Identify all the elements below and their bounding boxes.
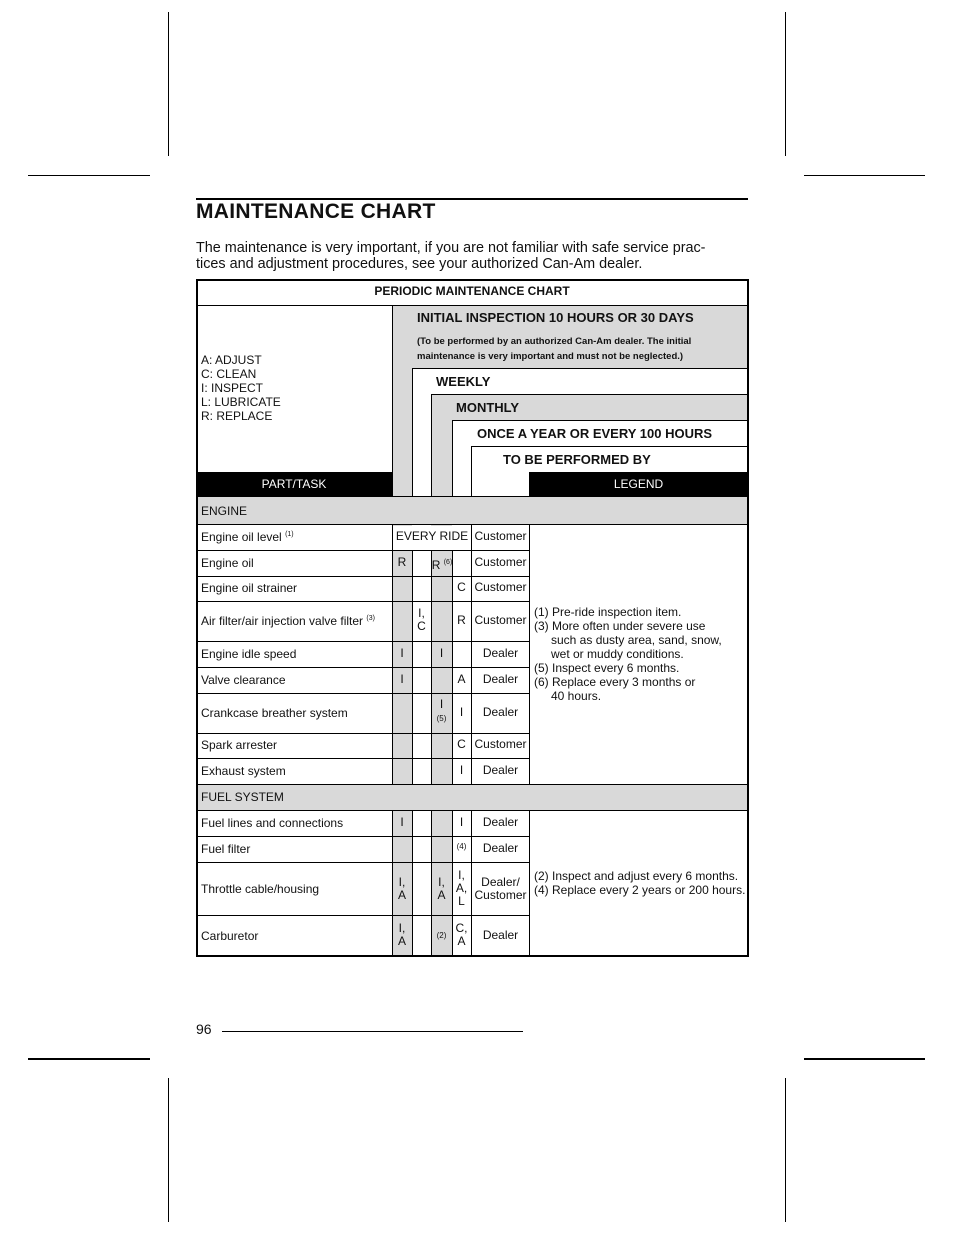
performed-by-cell: Customer <box>474 737 527 751</box>
legend-code: A: ADJUST <box>201 353 262 367</box>
fuel-notes <box>534 869 745 897</box>
yearly-heading: ONCE A YEAR OR EVERY 100 HOURS <box>477 426 713 441</box>
legend-code: I: INSPECT <box>201 381 264 395</box>
table-row-part: Fuel filter <box>201 842 251 856</box>
table-row-part: Throttle cable/housing <box>201 882 320 896</box>
weekly-heading: WEEKLY <box>436 374 491 389</box>
engine-notes <box>534 605 722 703</box>
span-cell: R $^{(6)}$ <box>431 558 453 572</box>
note-line: (5) Inspect every 6 months. <box>534 661 680 675</box>
performed-by-cell: Dealer <box>482 763 519 777</box>
table-row-part: Air filter/air injection valve filter $^{(3)}$ <box>201 614 375 628</box>
table-row-part: Engine idle speed <box>201 647 297 661</box>
monthly-heading: MONTHLY <box>456 400 520 415</box>
initial-inspection-heading: INITIAL INSPECTION 10 HOURS OR 30 DAYS <box>417 310 694 325</box>
crop-mark <box>785 12 786 156</box>
note-line: 40 hours. <box>551 689 602 703</box>
legend-code: R: REPLACE <box>201 409 273 423</box>
crop-mark <box>28 1058 150 1060</box>
table-row-part: Carburetor <box>201 929 259 943</box>
initial-cell: I <box>400 646 404 660</box>
table-row-part: Engine oil <box>201 556 254 570</box>
initial-cell: I <box>400 815 404 829</box>
performed-by-cell: Dealer <box>482 815 519 829</box>
initial-cell: I <box>400 672 404 686</box>
crop-mark <box>168 1078 169 1222</box>
page-number: 96 <box>196 1021 212 1037</box>
legend-code: L: LUBRICATE <box>201 395 281 409</box>
crop-mark <box>168 12 169 156</box>
yearly-cell: R <box>457 613 466 627</box>
section-title-engine: ENGINE <box>201 504 248 518</box>
initial-cell: I, A <box>397 921 406 948</box>
yearly-cell: A <box>457 672 466 686</box>
table-row-part: Engine oil strainer <box>201 581 298 595</box>
initial-inspection-note: (To be performed by an authorized Can-Am dealer. The initial <box>417 336 692 347</box>
performed-by-cell: Dealer/ Customer <box>474 875 527 902</box>
intro-line: tices and adjustment procedures, see your authorized Can-Am dealer. <box>196 255 643 272</box>
chart-heading: PERIODIC MAINTENANCE CHART <box>374 284 570 298</box>
performed-by-cell: Customer <box>474 529 527 543</box>
yearly-cell: C <box>457 580 466 594</box>
performed-by-cell: Dealer <box>482 928 519 942</box>
performed-by-cell: Customer <box>474 613 527 627</box>
legend-code: C: CLEAN <box>201 367 257 381</box>
table-row-part: Exhaust system <box>201 764 286 778</box>
yearly-cell: C, A <box>455 921 468 948</box>
note-line: (3) More often under severe use <box>534 619 706 633</box>
yearly-cell: I <box>459 705 464 719</box>
part-task-label: PART/TASK <box>261 477 327 491</box>
note-line: (1) Pre-ride inspection item. <box>534 605 682 619</box>
legend-label: LEGEND <box>613 477 664 491</box>
maintenance-table <box>196 279 749 957</box>
table-row-part: Valve clearance <box>201 673 286 687</box>
initial-inspection-note: maintenance is very important and must not be neglected.) <box>417 351 684 362</box>
every-ride-span: EVERY RIDE <box>395 529 469 543</box>
note-line: (6) Replace every 3 months or <box>534 675 696 689</box>
performed-by-cell: Dealer <box>482 646 519 660</box>
table-row-part: Crankcase breather system <box>201 706 348 720</box>
yearly-cell: (4) <box>456 842 467 851</box>
performed-by-heading: TO BE PERFORMED BY <box>503 452 651 467</box>
intro-line: The maintenance is very important, if you are not familiar with safe service prac- <box>196 240 706 256</box>
performed-by-cell: Dealer <box>482 672 519 686</box>
note-line: wet or muddy conditions. <box>551 647 684 661</box>
initial-cell: R <box>397 555 407 569</box>
note-line: such as dusty area, sand, snow, <box>551 633 722 647</box>
yearly-cell: I <box>459 815 464 829</box>
note-line: (2) Inspect and adjust every 6 months. <box>534 869 739 883</box>
performed-by-cell: Dealer <box>482 841 519 855</box>
yearly-cell: C <box>457 737 466 751</box>
monthly-cell: (2) <box>436 931 447 940</box>
yearly-cell: I <box>459 763 464 777</box>
monthly-cell: I (5) <box>436 697 447 723</box>
note-line: (4) Replace every 2 years or 200 hours. <box>534 883 746 897</box>
crop-mark <box>804 1058 925 1060</box>
crop-mark <box>28 175 150 176</box>
section-title-fuel: FUEL SYSTEM <box>201 790 284 804</box>
table-row-part: Fuel lines and connections <box>201 816 344 830</box>
footer-rule <box>222 1031 523 1032</box>
table-row-part: Engine oil level $^{(1)}$ <box>201 530 294 544</box>
initial-cell: I, A <box>397 875 406 902</box>
weekly-cell: I, C <box>417 606 426 633</box>
monthly-cell: I, A <box>437 875 446 902</box>
performed-by-cell: Customer <box>474 580 527 594</box>
monthly-cell: I <box>439 646 444 660</box>
performed-by-cell: Dealer <box>482 705 519 719</box>
crop-mark <box>785 1078 786 1222</box>
crop-mark <box>804 175 925 176</box>
page-title: MAINTENANCE CHART <box>196 200 436 223</box>
table-row-part: Spark arrester <box>201 738 278 752</box>
yearly-cell: I, A, L <box>455 868 468 908</box>
performed-by-cell: Customer <box>474 555 527 569</box>
intro-paragraph <box>196 241 752 272</box>
